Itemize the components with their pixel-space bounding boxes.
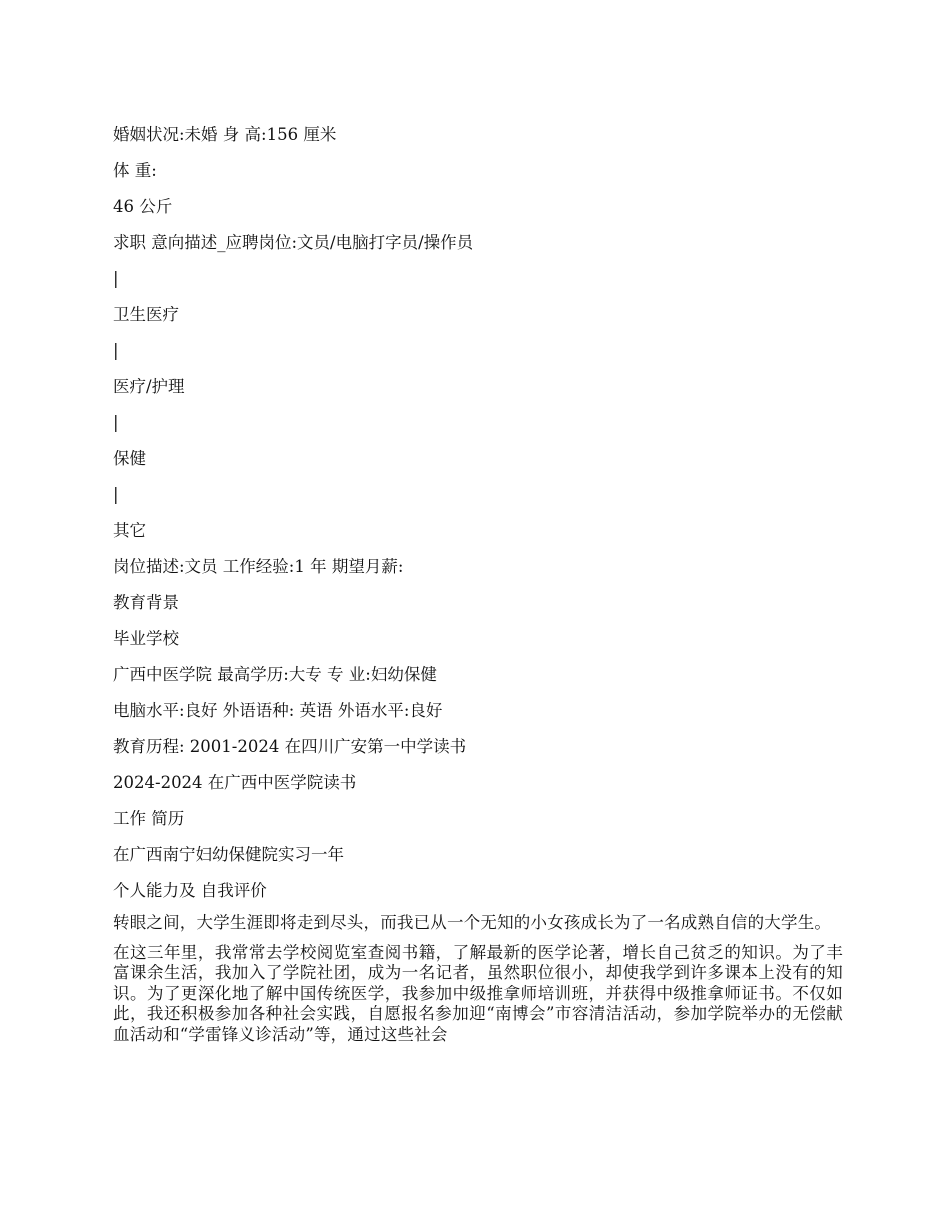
marital-height-line: 婚姻状况:未婚 身 高:156 厘米	[113, 125, 337, 144]
weight-value: 46 公斤	[113, 197, 173, 216]
category-healthcare: 保健	[113, 449, 146, 468]
self-evaluation-paragraph-1: 转眼之间，大学生涯即将走到尽头，而我已从一个无知的小女孩成长为了一名成熟自信的大学生。	[113, 913, 832, 932]
school-degree-line: 广西中医学院 最高学历:大专 专 业:妇幼保健	[113, 665, 437, 684]
section-heading-self-evaluation: 个人能力及 自我评价	[113, 881, 267, 900]
separator: |	[113, 341, 119, 360]
separator: |	[113, 485, 119, 504]
work-experience-line: 在广西南宁妇幼保健院实习一年	[113, 845, 344, 864]
skills-line: 电脑水平:良好 外语语种: 英语 外语水平:良好	[113, 701, 443, 720]
category-medical-nursing: 医疗/护理	[113, 377, 185, 396]
section-heading-education: 教育背景	[113, 593, 179, 612]
section-heading-work: 工作 简历	[113, 809, 185, 828]
graduate-school-label: 毕业学校	[113, 629, 179, 648]
education-history-line: 教育历程: 2001-2024 在四川广安第一中学读书	[113, 737, 467, 756]
separator: |	[113, 413, 119, 432]
job-intention-line: 求职 意向描述_应聘岗位:文员/电脑打字员/操作员	[113, 233, 474, 252]
education-history-line-2: 2024-2024 在广西中医学院读书	[113, 773, 357, 792]
position-description-line: 岗位描述:文员 工作经验:1 年 期望月薪:	[113, 557, 404, 576]
self-evaluation-paragraph-2: 在这三年里，我常常去学校阅览室查阅书籍，了解最新的医学论著，增长自己贫乏的知识。为了丰富课余生活，我加入了学院社团，成为一名记者，虽然职位很小，却使我学到许多课本上没有的知识。为了更深化地了解中国传统医学，我参加中级推拿师培训班，并获得中级推拿师证书。不仅如此，我还积极参加各种社会实践，自愿报名参加迎“南博会”市容清洁活动，参加学院举办的无偿献血活动和“学雷锋义诊活动”等，通过这些社会	[113, 942, 843, 1044]
category-health-medical: 卫生医疗	[113, 305, 179, 324]
separator: |	[113, 269, 119, 288]
document-body	[113, 124, 843, 1054]
weight-label: 体 重:	[113, 161, 157, 180]
category-other: 其它	[113, 521, 146, 540]
